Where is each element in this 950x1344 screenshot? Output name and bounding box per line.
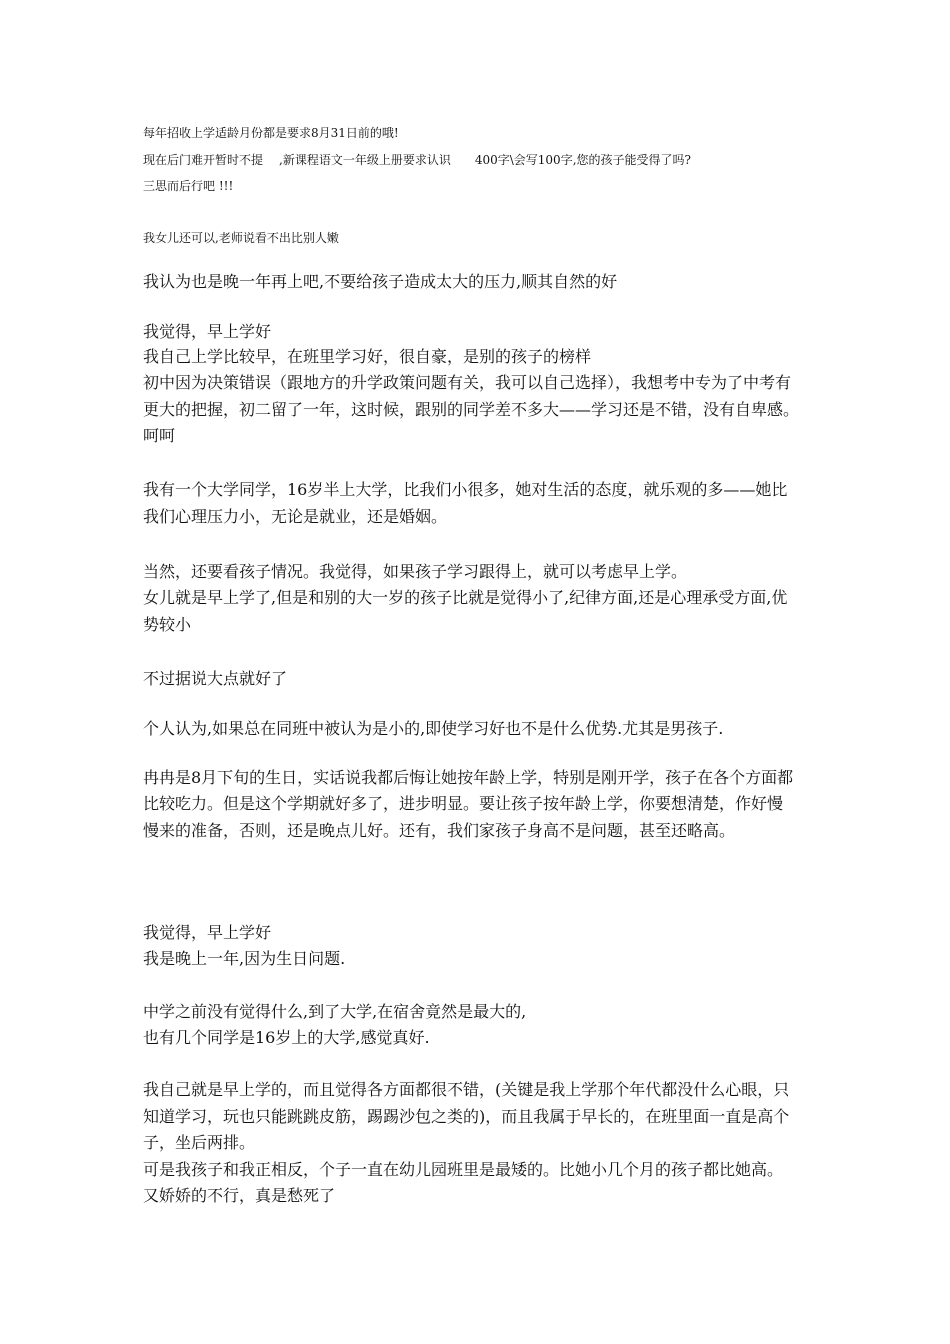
post-10-line-5: 又娇娇的不行，真是愁死了 <box>143 1186 336 1205</box>
post-10-line-3: 子，坐后两排。 <box>143 1133 256 1152</box>
post-10-line-2: 知道学习，玩也只能跳跳皮筋，踢踢沙包之类的)，而且我属于早长的，在班里面一直是高个 <box>143 1107 790 1126</box>
post-1-line-1: 我认为也是晚一年再上吧,不要给孩子造成太大的压力,顺其自然的好 <box>143 272 618 291</box>
post-7-line-1: 冉冉是8月下旬的生日，实话说我都后悔让她按年龄上学，特别是刚开学，孩子在各个方面都 <box>143 768 794 787</box>
post-8-line-1: 我觉得，早上学好 <box>143 923 272 942</box>
intro-line-4: 我女儿还可以,老师说看不出比别人嫩 <box>143 231 339 245</box>
intro-line-2-part-2: ,新课程语文一年级上册要求认识 <box>279 153 451 167</box>
post-8-line-2: 我是晚上一年,因为生日问题. <box>143 949 346 968</box>
post-4-line-2: 女儿就是早上学了,但是和别的大一岁的孩子比就是觉得小了,纪律方面,还是心理承受方面,优 <box>143 588 788 607</box>
post-3-line-2: 我们心理压力小，无论是就业，还是婚姻。 <box>143 507 448 526</box>
post-6-line-1: 个人认为,如果总在同班中被认为是小的,即使学习好也不是什么优势.尤其是男孩子. <box>143 719 724 738</box>
post-2-line-5: 呵呵 <box>143 426 176 445</box>
post-9-line-2: 也有几个同学是16岁上的大学,感觉真好. <box>143 1028 430 1047</box>
post-4-line-1: 当然，还要看孩子情况。我觉得，如果孩子学习跟得上，就可以考虑早上学。 <box>143 562 688 581</box>
post-3-line-1: 我有一个大学同学，16岁半上大学，比我们小很多，她对生活的态度，就乐观的多——她比 <box>143 480 788 499</box>
post-2-line-4: 更大的把握，初二留了一年，这时候，跟别的同学差不多大——学习还是不错，没有自卑感。 <box>143 400 800 419</box>
post-5-line-1: 不过据说大点就好了 <box>143 669 288 688</box>
post-9-line-1: 中学之前没有觉得什么,到了大学,在宿舍竟然是最大的, <box>143 1002 527 1021</box>
intro-line-3: 三思而后行吧 !!! <box>143 179 234 193</box>
post-4-line-3: 势较小 <box>143 615 192 634</box>
post-7-line-3: 慢来的准备，否则，还是晚点儿好。还有，我们家孩子身高不是问题，甚至还略高。 <box>143 821 736 840</box>
intro-line-2 <box>143 154 691 166</box>
post-2-line-1: 我觉得，早上学好 <box>143 322 272 341</box>
intro-line-1: 每年招收上学适龄月份都是要求8月31日前的哦! <box>143 126 399 140</box>
post-10-line-1: 我自己就是早上学的，而且觉得各方面都很不错，(关键是我上学那个年代都没什么心眼，只 <box>143 1080 790 1099</box>
intro-line-2-part-1: 现在后门难开暂时不提 <box>143 153 264 167</box>
post-2-line-2: 我自己上学比较早，在班里学习好，很自豪，是别的孩子的榜样 <box>143 347 592 366</box>
post-7-line-2: 比较吃力。但是这个学期就好多了，进步明显。要让孩子按年龄上学，你要想清楚，作好慢 <box>143 794 784 813</box>
intro-line-2-part-3: 400字\会写100字,您的孩子能受得了吗? <box>474 153 691 167</box>
post-10-line-4: 可是我孩子和我正相反，个子一直在幼儿园班里是最矮的。比她小几个月的孩子都比她高。 <box>143 1160 784 1179</box>
post-2-line-3: 初中因为决策错误（跟地方的升学政策问题有关，我可以自己选择），我想考中专为了中考有 <box>143 373 792 392</box>
